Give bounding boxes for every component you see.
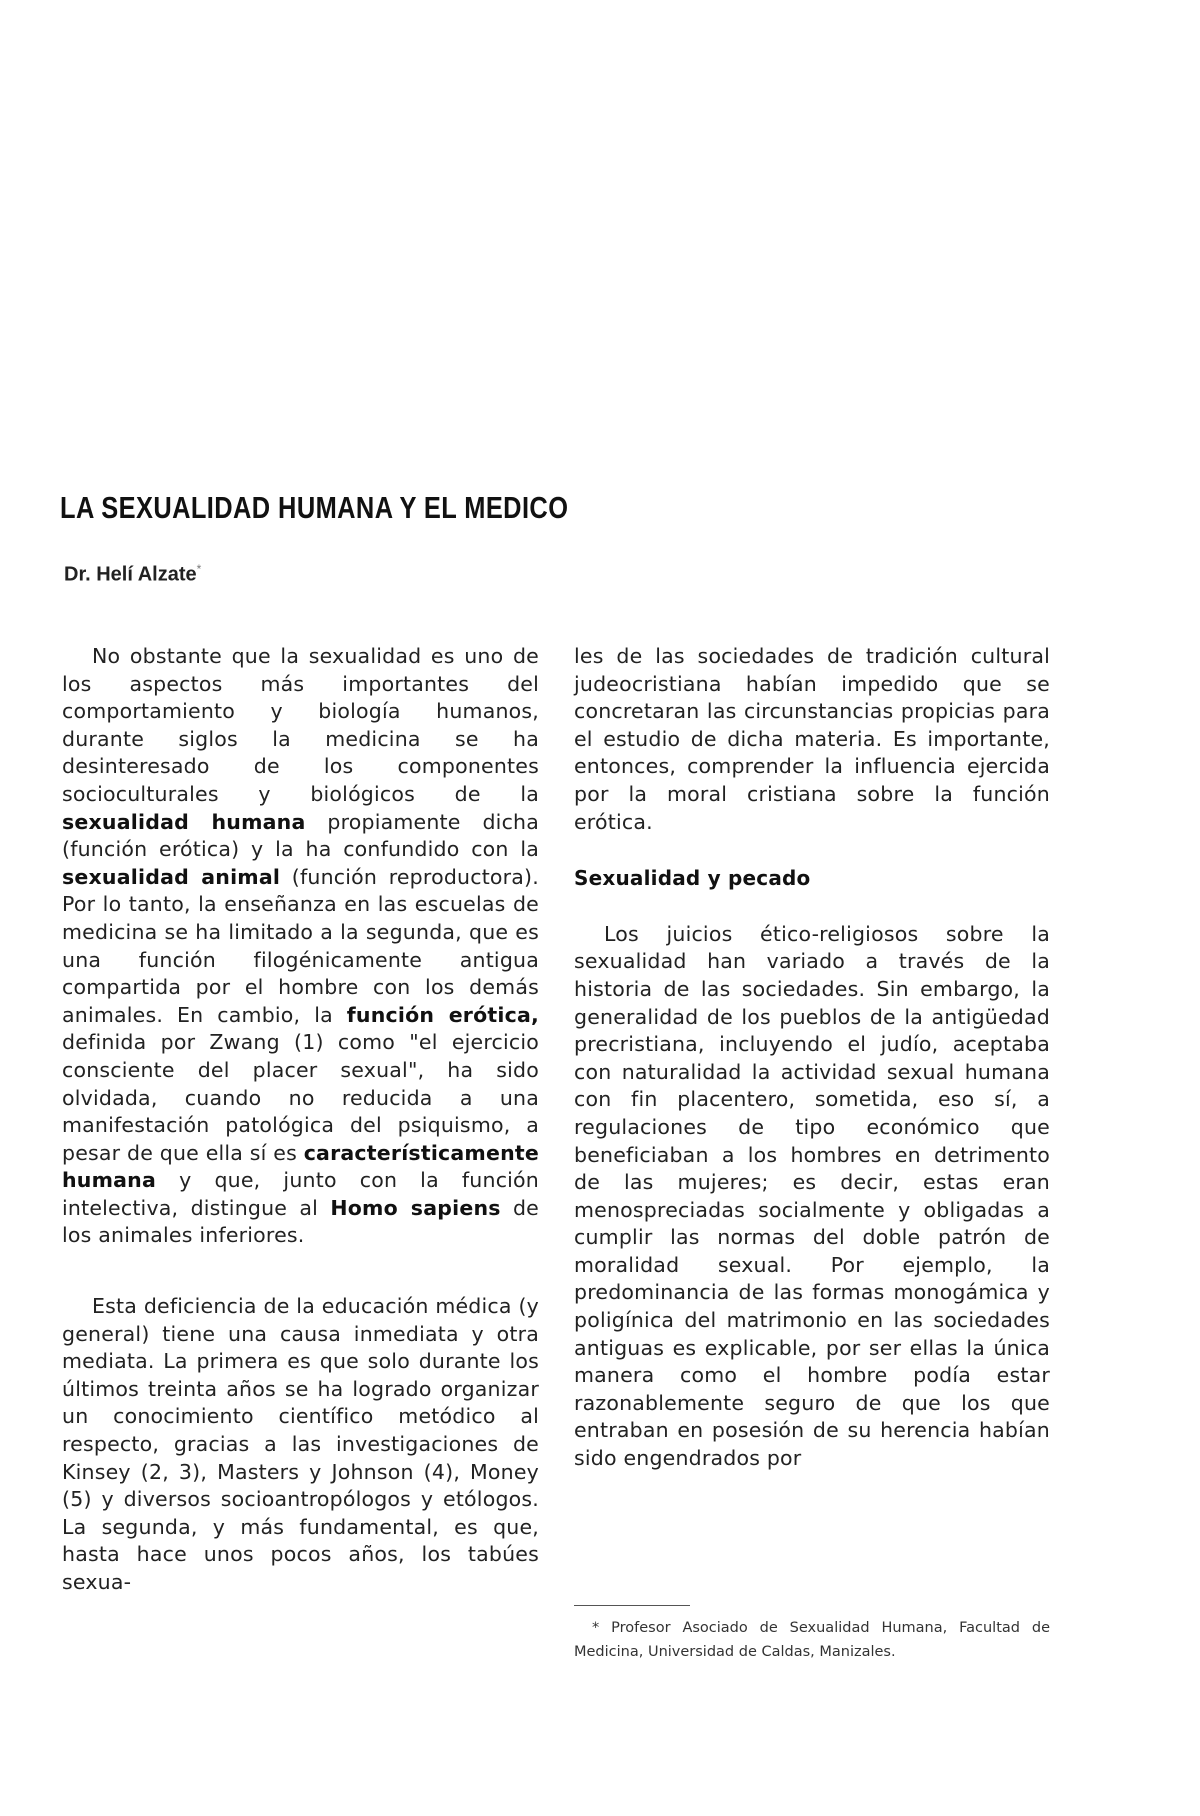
article-author — [64, 562, 201, 587]
right-column — [574, 643, 1050, 1473]
emphasis-sexualidad-humana: sexualidad humana — [62, 809, 306, 834]
left-column — [62, 643, 539, 1597]
author-name: Dr. Helí Alzate — [64, 563, 197, 586]
footnote-divider — [574, 1605, 690, 1606]
section-heading: Sexualidad y pecado — [574, 866, 811, 891]
emphasis-funcion-erotica: función erótica, — [346, 1002, 539, 1027]
text-run: definida por Zwang (1) como "el ejercicio consciente del placer sexual", ha sido olvidada, cuando no reducida a una manifestación patológica del psiquismo, a pesar de que ella sí es — [62, 1030, 539, 1165]
text-run: (función reproductora). Por lo tanto, la enseñanza en las escuelas de medicina se ha limitado a la segunda, que es una función filogénicamente antigua compartida por el hombre con los demás animales. En cambio, la — [62, 864, 539, 1027]
paragraph-deficiencia: Esta deficiencia de la educación médica (y general) tiene una causa inmediata y otra mediata. La primera es que solo durante los últimos treinta años se ha logrado organizar un conocimiento científico metódico al respecto, gracias a las investigaciones de Kinsey (2, 3), Masters y Johnson (4), Money (5) y diversos socioantropólogos y etólogos. La segunda, y más fundamental, es que, hasta hace unos pocos años, los tabúes sexua- — [62, 1294, 539, 1594]
emphasis-caracteristicamente-humana: característicamente humana — [62, 1140, 539, 1193]
text-run: y que, junto con la función intelectiva, distingue al — [62, 1168, 539, 1220]
paragraph-continuation: les de las sociedades de tradición cultural judeocristiana habían impedido que se concretaran las circunstancias propicias para el estudio de dicha materia. Es importante, entonces, comprender la influencia ejercida por la moral cristiana sobre la función erótica. — [574, 644, 1050, 834]
emphasis-homo-sapiens: Homo sapiens — [330, 1195, 501, 1220]
footnote: * Profesor Asociado de Sexualidad Humana, Facultad de Medicina, Universidad de Caldas, Manizales. — [574, 1620, 1050, 1660]
paragraph-sexualidad-pecado: Los juicios ético-religiosos sobre la sexualidad han variado a través de la historia de las sociedades. Sin embargo, la generalidad de los pueblos de la antigüedad precristiana, incluyendo el judío, aceptaba con naturalidad la actividad sexual humana con fin placentero, sometida, eso sí, a regulaciones de tipo económico que beneficiaban a los hombres en detrimento de las mujeres; es decir, estas eran menospreciadas socialmente y obligadas a cumplir las normas del doble patrón de moralidad sexual. Por ejemplo, la predominancia de las formas monogámica y poligínica del matrimonio en las sociedades antiguas es explicable, por ser ellas la única manera como el hombre podía estar razonablemente seguro de que los que entraban en posesión de su herencia habían sido engendrados por — [574, 921, 1050, 1471]
author-footnote-mark: * — [196, 562, 202, 576]
text-run: propiamente dicha (función erótica) y la ha confundido con la — [62, 809, 539, 862]
text-run: No obstante que la sexualidad es uno de los aspectos más importantes del comportamiento y biología humanos, durante siglos la medicina se ha desinteresado de los componentes socioculturales y biológicos de la — [62, 644, 539, 806]
paragraph-intro — [62, 643, 539, 1250]
article-title: LA SEXUALIDAD HUMANA Y EL MEDICO — [60, 490, 569, 525]
text-run: de los animales inferiores. — [62, 1195, 539, 1248]
emphasis-sexualidad-animal: sexualidad animal — [62, 864, 281, 889]
